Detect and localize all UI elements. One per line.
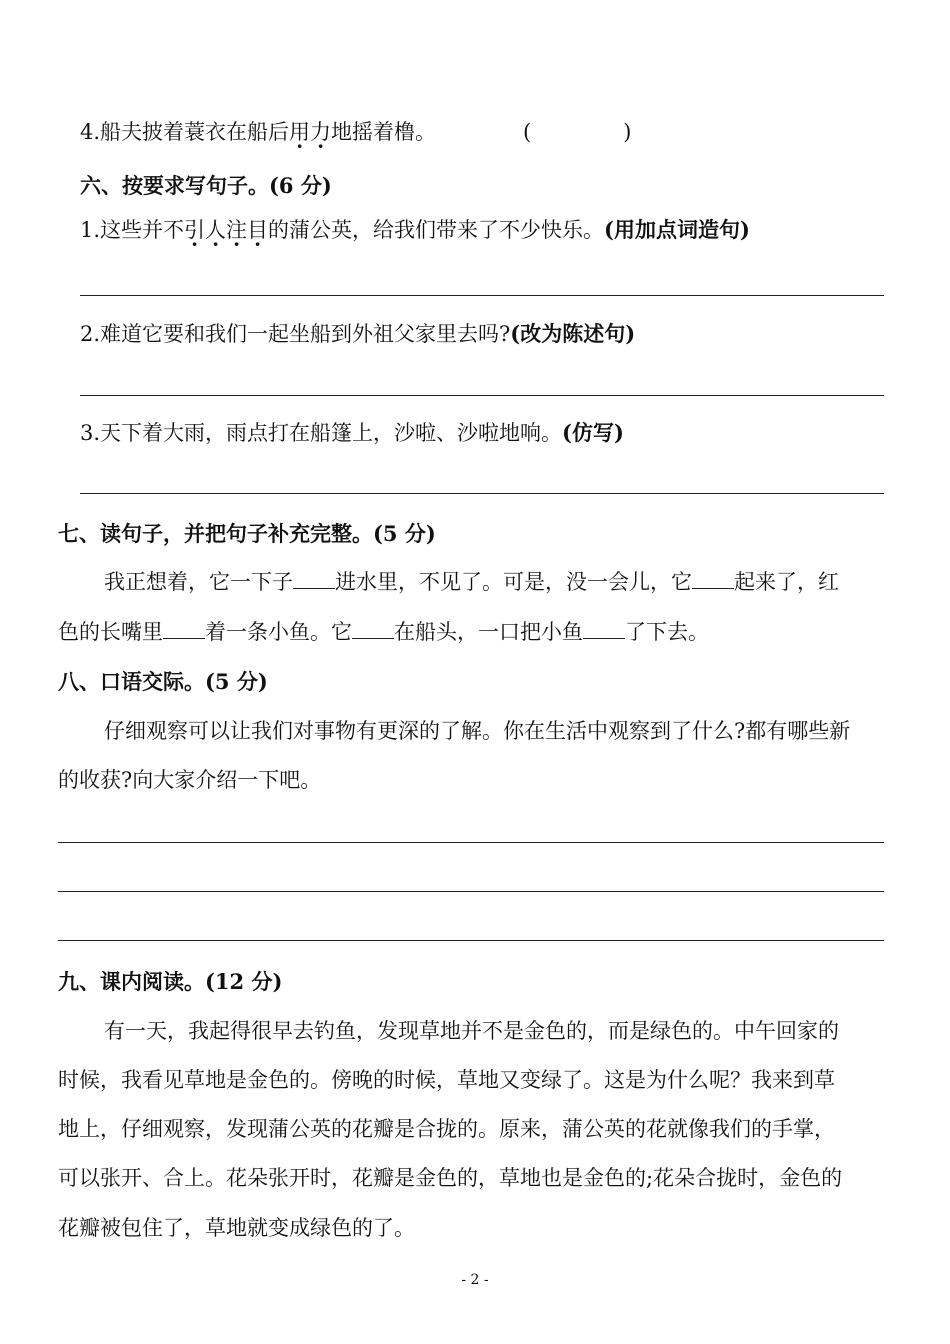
paren-close: ) (623, 120, 632, 144)
fill-blank[interactable] (692, 568, 734, 589)
section6-q1 (80, 216, 750, 244)
q1-post: 的蒲公英，给我们带来了不少快乐。 (268, 218, 605, 242)
answer-line-s8-1[interactable] (58, 842, 884, 843)
s7-text: 色的长嘴里 (58, 620, 163, 644)
q3-instruction: (仿写) (562, 420, 624, 445)
fill-blank[interactable] (352, 618, 394, 639)
s7-text: 了下去。 (625, 620, 709, 644)
section6-q3 (80, 419, 624, 447)
section7-line2 (58, 618, 709, 646)
passage-line: 可以张开、合上。花朵张开时，花瓣是金色的，草地也是金色的;花朵合拢时，金色的 (58, 1166, 843, 1190)
q5-item4-post: 地摇着橹。 (331, 120, 437, 144)
paren-open: ( (523, 120, 532, 144)
passage-line: 时候，我看见草地是金色的。傍晚的时候，草地又变绿了。这是为什么呢？我来到草 (58, 1068, 835, 1092)
q5-item4 (80, 118, 436, 146)
s7-text: 在船头，一口把小鱼 (394, 620, 583, 644)
fill-blank[interactable] (293, 568, 335, 589)
q2-text: 2.难道它要和我们一起坐船到外祖父家里去吗? (80, 322, 511, 346)
dotted-char: 引 (184, 218, 206, 242)
s7-text: 着一条小鱼。它 (205, 620, 352, 644)
q1-pre: 1.这些并不 (80, 218, 185, 242)
fill-blank[interactable] (163, 618, 205, 639)
section7-line1 (104, 568, 839, 596)
section8-line2: 的收获?向大家介绍一下吧。 (58, 768, 322, 792)
passage-line: 有一天，我起得很早去钓鱼，发现草地并不是金色的，而是绿色的。中午回家的 (104, 1019, 839, 1043)
dotted-char: 力 (310, 120, 332, 144)
q5-item4-pre: 4.船夫披着蓑衣在船后 (80, 120, 290, 144)
section6-heading: 六、按要求写句子。(6 分) (80, 173, 332, 198)
s7-text: 我正想着，它一下子 (104, 570, 293, 594)
passage-line: 花瓣被包住了，草地就变成绿色的了。 (58, 1216, 415, 1240)
passage-line: 地上，仔细观察，发现蒲公英的花瓣是合拢的。原来，蒲公英的花就像我们的手掌， (58, 1117, 835, 1141)
q3-text: 3.天下着大雨，雨点打在船篷上，沙啦、沙啦地响。 (80, 421, 563, 445)
dotted-char: 人 (205, 218, 227, 242)
dotted-char: 注 (226, 218, 248, 242)
answer-line-q3[interactable] (80, 493, 884, 494)
q1-instruction: (用加点词造句) (604, 217, 750, 242)
s7-text: 进水里，不见了。可是，没一会儿，它 (335, 570, 692, 594)
section9-heading: 九、课内阅读。(12 分) (58, 969, 283, 994)
s7-text: 起来了，红 (734, 570, 839, 594)
section6-q2 (80, 320, 635, 348)
dotted-char: 目 (247, 218, 269, 242)
section8-line1: 仔细观察可以让我们对事物有更深的了解。你在生活中观察到了什么?都有哪些新 (104, 719, 851, 743)
section7-heading: 七、读句子，并把句子补充完整。(5 分) (58, 521, 436, 546)
fill-blank[interactable] (583, 618, 625, 639)
answer-line-q2[interactable] (80, 395, 884, 396)
answer-line-q1[interactable] (80, 295, 884, 296)
section8-heading: 八、口语交际。(5 分) (58, 669, 268, 694)
q2-instruction: (改为陈述句) (510, 321, 636, 346)
answer-line-s8-2[interactable] (58, 891, 884, 892)
answer-paren[interactable] (523, 118, 631, 146)
answer-line-s8-3[interactable] (58, 940, 884, 941)
page-number: - 2 - (461, 1272, 489, 1288)
dotted-char: 用 (289, 120, 311, 144)
